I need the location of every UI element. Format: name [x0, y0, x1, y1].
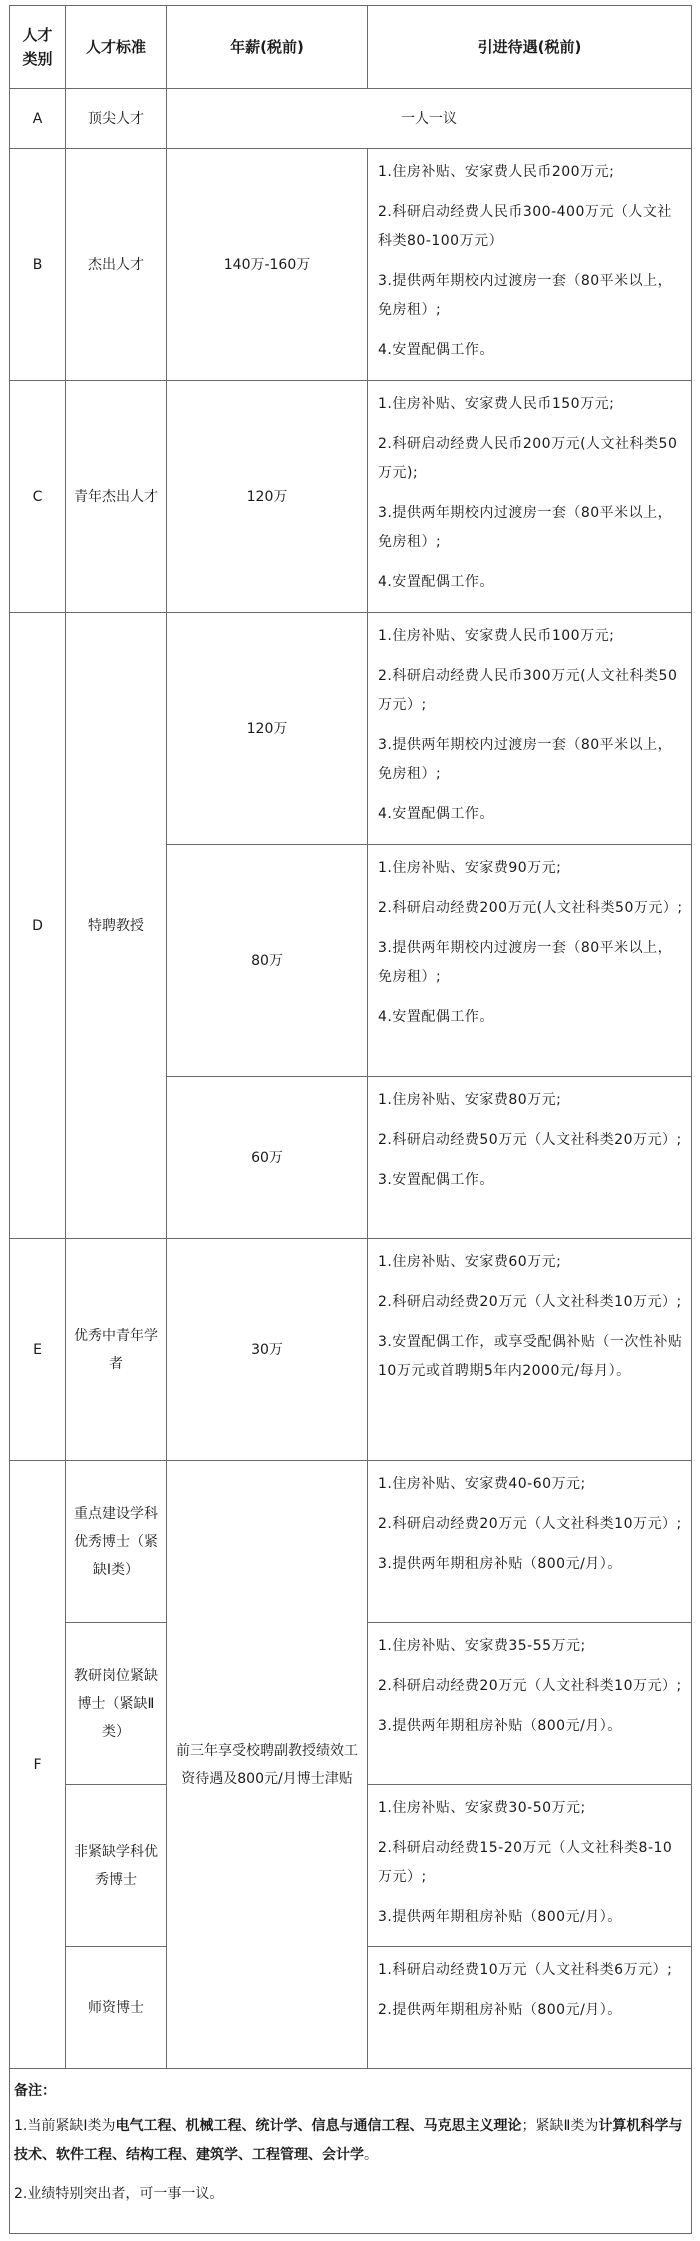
benefits-f-2: [368, 1623, 692, 1785]
benefit-item: 1.住房补贴、安家费40-60万元;: [378, 1476, 586, 1492]
talent-benefits-table: [9, 5, 692, 2234]
note-1-urgent-2-fields: 计算机科学与技术、软件工程、结构工程、建筑学、工程管理、会计学: [14, 2118, 683, 2163]
benefit-item: 3.提供两年期校内过渡房一套（80平米以上，免房租）;: [378, 737, 673, 782]
notes-cell: [10, 2069, 692, 2234]
benefit-item: 4.安置配偶工作。: [378, 806, 494, 822]
standard-f-2: 教研岗位紧缺博士（紧缺Ⅱ类）: [66, 1623, 167, 1785]
benefit-item: 1.住房补贴、安家费人民币150万元;: [378, 396, 615, 412]
standard-f-3: 非紧缺学科优秀博士: [66, 1785, 167, 1947]
benefit-item: 2.科研启动经费20万元（人文社科类10万元）;: [378, 1678, 682, 1694]
benefits-b: [368, 149, 692, 381]
header-salary: 年薪(税前): [167, 6, 368, 89]
table-header-row: [10, 6, 692, 89]
salary-e: 30万: [167, 1239, 368, 1461]
benefit-item: 3.提供两年期校内过渡房一套（80平米以上，免房租）;: [378, 940, 673, 985]
standard-d: 特聘教授: [66, 613, 167, 1239]
benefit-item: 3.提供两年期租房补贴（800元/月）。: [378, 1718, 622, 1734]
benefit-item: 1.住房补贴、安家费80万元;: [378, 1092, 562, 1108]
benefit-item: 1.住房补贴、安家费人民币200万元;: [378, 164, 615, 180]
benefit-item: 1.住房补贴、安家费人民币100万元;: [378, 628, 615, 644]
standard-a: 顶尖人才: [66, 89, 167, 149]
salary-c: 120万: [167, 381, 368, 613]
standard-e: 优秀中青年学者: [66, 1239, 167, 1461]
standard-b: 杰出人才: [66, 149, 167, 381]
notes-title: 备注：: [14, 2083, 56, 2099]
benefits-d-1: [368, 613, 692, 845]
note-1: [14, 2112, 687, 2170]
salary-d-1: 120万: [167, 613, 368, 845]
benefit-item: 2.科研启动经费15-20万元（人文社科类8-10万元）;: [378, 1840, 673, 1885]
benefit-item: 3.提供两年期租房补贴（800元/月）。: [378, 1909, 622, 1925]
benefits-e: [368, 1239, 692, 1461]
category-b: B: [10, 149, 66, 381]
note-1-text-c: ；紧缺Ⅱ类为: [521, 2118, 599, 2134]
benefit-item: 2.提供两年期租房补贴（800元/月）。: [378, 2002, 622, 2018]
header-benefits: 引进待遇(税前): [368, 6, 692, 89]
benefit-item: 3.安置配偶工作。: [378, 1172, 494, 1188]
benefit-item: 1.住房补贴、安家费90万元;: [378, 860, 562, 876]
benefits-c: [368, 381, 692, 613]
benefit-item: 3.安置配偶工作，或享受配偶补贴（一次性补贴10万元或首聘期5年内2000元/每月）。: [378, 1334, 683, 1379]
benefit-item: 2.科研启动经费人民币200万元(人文社科类50万元);: [378, 436, 678, 481]
benefit-item: 4.安置配偶工作。: [378, 342, 494, 358]
salary-d-2: 80万: [167, 845, 368, 1077]
header-category: 人才类别: [10, 6, 66, 89]
benefit-item: 2.科研启动经费200万元(人文社科类50万元）;: [378, 900, 683, 916]
benefit-item: 1.住房补贴、安家费30-50万元;: [378, 1800, 586, 1816]
benefits-d-3: [368, 1077, 692, 1239]
benefits-a-merged: 一人一议: [167, 89, 692, 149]
note-2: 2.业绩特别突出者，可一事一议。: [14, 2186, 224, 2202]
benefit-item: 4.安置配偶工作。: [378, 1009, 494, 1025]
benefit-item: 2.科研启动经费20万元（人文社科类10万元）;: [378, 1516, 682, 1532]
standard-c: 青年杰出人才: [66, 381, 167, 613]
table-row-b: [10, 149, 692, 381]
benefit-item: 2.科研启动经费20万元（人文社科类10万元）;: [378, 1294, 682, 1310]
benefit-item: 1.科研启动经费10万元（人文社科类6万元）;: [378, 1962, 673, 1978]
benefit-item: 2.科研启动经费50万元（人文社科类20万元）;: [378, 1132, 682, 1148]
category-e: E: [10, 1239, 66, 1461]
note-1-urgent-1-fields: 电气工程、机械工程、统计学、信息与通信工程、马克思主义理论: [115, 2118, 522, 2134]
benefit-item: 3.提供两年期租房补贴（800元/月）。: [378, 1556, 622, 1572]
category-c: C: [10, 381, 66, 613]
benefits-f-3: [368, 1785, 692, 1947]
benefit-item: 1.住房补贴、安家费60万元;: [378, 1254, 562, 1270]
talent-benefits-table-wrapper: [9, 5, 691, 2234]
benefits-f-4: [368, 1947, 692, 2069]
category-f: F: [10, 1461, 66, 2069]
benefit-item: 2.科研启动经费人民币300万元(人文社科类50万元）;: [378, 668, 678, 713]
header-standard: 人才标准: [66, 6, 167, 89]
table-row-c: [10, 381, 692, 613]
benefit-item: 3.提供两年期校内过渡房一套（80平米以上，免房租）;: [378, 505, 673, 550]
benefit-item: 4.安置配偶工作。: [378, 574, 494, 590]
table-row-a: [10, 89, 692, 149]
salary-f: 前三年享受校聘副教授绩效工资待遇及800元/月博士津贴: [167, 1461, 368, 2069]
category-a: A: [10, 89, 66, 149]
benefits-d-2: [368, 845, 692, 1077]
table-row-f-1: [10, 1461, 692, 1623]
category-d: D: [10, 613, 66, 1239]
benefit-item: 1.住房补贴、安家费35-55万元;: [378, 1638, 586, 1654]
benefits-f-1: [368, 1461, 692, 1623]
salary-d-3: 60万: [167, 1077, 368, 1239]
table-row-d-1: [10, 613, 692, 845]
table-row-e: [10, 1239, 692, 1461]
standard-f-4: 师资博士: [66, 1947, 167, 2069]
benefit-item: 3.提供两年期校内过渡房一套（80平米以上，免房租）;: [378, 273, 673, 318]
benefit-item: 2.科研启动经费人民币300-400万元（人文社科类80-100万元）: [378, 204, 672, 249]
note-1-text-e: 。: [364, 2147, 378, 2163]
standard-f-1: 重点建设学科优秀博士（紧缺Ⅰ类）: [66, 1461, 167, 1623]
note-1-text-a: 1.当前紧缺Ⅰ类为: [14, 2118, 116, 2134]
salary-b: 140万-160万: [167, 149, 368, 381]
notes-row: [10, 2069, 692, 2234]
